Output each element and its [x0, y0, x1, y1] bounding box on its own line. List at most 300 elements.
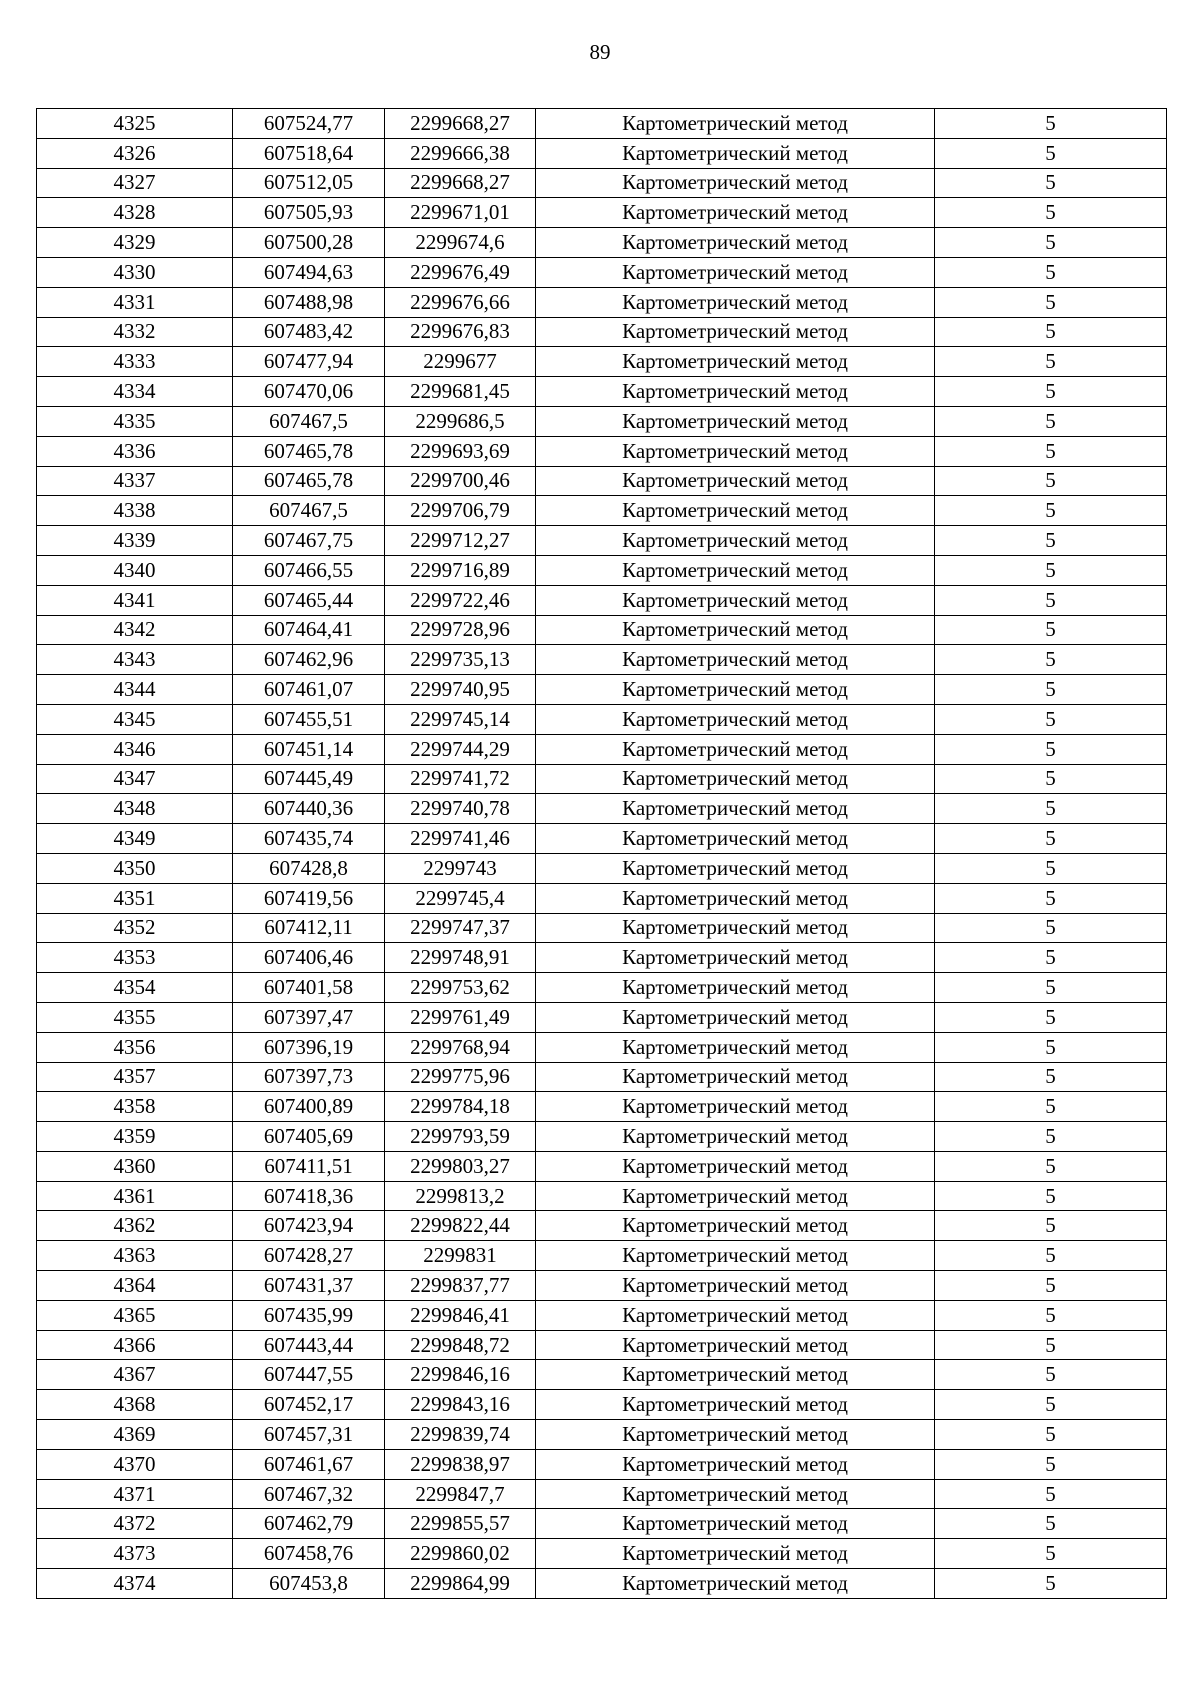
- table-row: [37, 1330, 1167, 1360]
- table-row: [37, 1479, 1167, 1509]
- y-coordinate-cell: 2299740,78: [385, 794, 536, 824]
- coordinates-table: [36, 108, 1167, 1599]
- accuracy-cell: 5: [935, 1122, 1167, 1152]
- table-row: [37, 1449, 1167, 1479]
- point-number-cell: 4367: [37, 1360, 233, 1390]
- method-cell: Картометрический метод: [536, 1271, 935, 1301]
- table-row: [37, 1002, 1167, 1032]
- table-row: [37, 1241, 1167, 1271]
- x-coordinate-cell: 607458,76: [233, 1539, 385, 1569]
- accuracy-cell: 5: [935, 1151, 1167, 1181]
- y-coordinate-cell: 2299761,49: [385, 1002, 536, 1032]
- x-coordinate-cell: 607488,98: [233, 287, 385, 317]
- y-coordinate-cell: 2299860,02: [385, 1539, 536, 1569]
- point-number-cell: 4346: [37, 734, 233, 764]
- point-number-cell: 4356: [37, 1032, 233, 1062]
- y-coordinate-cell: 2299741,46: [385, 824, 536, 854]
- x-coordinate-cell: 607505,93: [233, 198, 385, 228]
- table-row: [37, 913, 1167, 943]
- x-coordinate-cell: 607467,5: [233, 496, 385, 526]
- table-row: [37, 645, 1167, 675]
- accuracy-cell: 5: [935, 645, 1167, 675]
- x-coordinate-cell: 607453,8: [233, 1569, 385, 1599]
- point-number-cell: 4372: [37, 1509, 233, 1539]
- table-row: [37, 1032, 1167, 1062]
- accuracy-cell: 5: [935, 704, 1167, 734]
- method-cell: Картометрический метод: [536, 585, 935, 615]
- method-cell: Картометрический метод: [536, 406, 935, 436]
- table-row: [37, 943, 1167, 973]
- method-cell: Картометрический метод: [536, 1181, 935, 1211]
- table-row: [37, 1569, 1167, 1599]
- y-coordinate-cell: 2299813,2: [385, 1181, 536, 1211]
- coordinates-table-body: [37, 109, 1167, 1599]
- point-number-cell: 4374: [37, 1569, 233, 1599]
- method-cell: Картометрический метод: [536, 883, 935, 913]
- x-coordinate-cell: 607440,36: [233, 794, 385, 824]
- accuracy-cell: 5: [935, 764, 1167, 794]
- table-row: [37, 287, 1167, 317]
- y-coordinate-cell: 2299753,62: [385, 973, 536, 1003]
- point-number-cell: 4342: [37, 615, 233, 645]
- accuracy-cell: 5: [935, 1479, 1167, 1509]
- accuracy-cell: 5: [935, 675, 1167, 705]
- accuracy-cell: 5: [935, 794, 1167, 824]
- method-cell: Картометрический метод: [536, 347, 935, 377]
- table-row: [37, 585, 1167, 615]
- table-row: [37, 1390, 1167, 1420]
- y-coordinate-cell: 2299855,57: [385, 1509, 536, 1539]
- x-coordinate-cell: 607435,74: [233, 824, 385, 854]
- table-row: [37, 1211, 1167, 1241]
- method-cell: Картометрический метод: [536, 1300, 935, 1330]
- x-coordinate-cell: 607518,64: [233, 138, 385, 168]
- y-coordinate-cell: 2299741,72: [385, 764, 536, 794]
- table-row: [37, 555, 1167, 585]
- table-row: [37, 883, 1167, 913]
- accuracy-cell: 5: [935, 1539, 1167, 1569]
- table-row: [37, 228, 1167, 258]
- method-cell: Картометрический метод: [536, 1360, 935, 1390]
- y-coordinate-cell: 2299740,95: [385, 675, 536, 705]
- y-coordinate-cell: 2299706,79: [385, 496, 536, 526]
- x-coordinate-cell: 607465,78: [233, 466, 385, 496]
- x-coordinate-cell: 607418,36: [233, 1181, 385, 1211]
- accuracy-cell: 5: [935, 1002, 1167, 1032]
- point-number-cell: 4358: [37, 1092, 233, 1122]
- table-row: [37, 1092, 1167, 1122]
- accuracy-cell: 5: [935, 466, 1167, 496]
- y-coordinate-cell: 2299847,7: [385, 1479, 536, 1509]
- table-row: [37, 1300, 1167, 1330]
- accuracy-cell: 5: [935, 1211, 1167, 1241]
- y-coordinate-cell: 2299686,5: [385, 406, 536, 436]
- y-coordinate-cell: 2299848,72: [385, 1330, 536, 1360]
- method-cell: Картометрический метод: [536, 1569, 935, 1599]
- x-coordinate-cell: 607524,77: [233, 109, 385, 139]
- y-coordinate-cell: 2299700,46: [385, 466, 536, 496]
- x-coordinate-cell: 607406,46: [233, 943, 385, 973]
- accuracy-cell: 5: [935, 1330, 1167, 1360]
- table-row: [37, 675, 1167, 705]
- method-cell: Картометрический метод: [536, 436, 935, 466]
- accuracy-cell: 5: [935, 883, 1167, 913]
- point-number-cell: 4360: [37, 1151, 233, 1181]
- accuracy-cell: 5: [935, 585, 1167, 615]
- y-coordinate-cell: 2299681,45: [385, 377, 536, 407]
- method-cell: Картометрический метод: [536, 168, 935, 198]
- table-row: [37, 347, 1167, 377]
- point-number-cell: 4349: [37, 824, 233, 854]
- x-coordinate-cell: 607462,79: [233, 1509, 385, 1539]
- method-cell: Картометрический метод: [536, 1122, 935, 1152]
- table-row: [37, 1539, 1167, 1569]
- table-row: [37, 466, 1167, 496]
- method-cell: Картометрический метод: [536, 138, 935, 168]
- x-coordinate-cell: 607465,44: [233, 585, 385, 615]
- x-coordinate-cell: 607411,51: [233, 1151, 385, 1181]
- accuracy-cell: 5: [935, 1062, 1167, 1092]
- x-coordinate-cell: 607494,63: [233, 257, 385, 287]
- method-cell: Картометрический метод: [536, 1151, 935, 1181]
- y-coordinate-cell: 2299668,27: [385, 109, 536, 139]
- x-coordinate-cell: 607467,75: [233, 526, 385, 556]
- method-cell: Картометрический метод: [536, 1420, 935, 1450]
- x-coordinate-cell: 607435,99: [233, 1300, 385, 1330]
- method-cell: Картометрический метод: [536, 287, 935, 317]
- table-row: [37, 1062, 1167, 1092]
- x-coordinate-cell: 607428,27: [233, 1241, 385, 1271]
- method-cell: Картометрический метод: [536, 1211, 935, 1241]
- accuracy-cell: 5: [935, 943, 1167, 973]
- point-number-cell: 4370: [37, 1449, 233, 1479]
- accuracy-cell: 5: [935, 377, 1167, 407]
- accuracy-cell: 5: [935, 228, 1167, 258]
- method-cell: Картометрический метод: [536, 794, 935, 824]
- point-number-cell: 4328: [37, 198, 233, 228]
- point-number-cell: 4344: [37, 675, 233, 705]
- method-cell: Картометрический метод: [536, 734, 935, 764]
- table-row: [37, 436, 1167, 466]
- point-number-cell: 4331: [37, 287, 233, 317]
- point-number-cell: 4373: [37, 1539, 233, 1569]
- x-coordinate-cell: 607467,5: [233, 406, 385, 436]
- method-cell: Картометрический метод: [536, 615, 935, 645]
- table-row: [37, 1420, 1167, 1450]
- accuracy-cell: 5: [935, 1420, 1167, 1450]
- x-coordinate-cell: 607423,94: [233, 1211, 385, 1241]
- method-cell: Картометрический метод: [536, 1539, 935, 1569]
- accuracy-cell: 5: [935, 1092, 1167, 1122]
- method-cell: Картометрический метод: [536, 1241, 935, 1271]
- y-coordinate-cell: 2299728,96: [385, 615, 536, 645]
- point-number-cell: 4371: [37, 1479, 233, 1509]
- table-row: [37, 138, 1167, 168]
- x-coordinate-cell: 607397,73: [233, 1062, 385, 1092]
- y-coordinate-cell: 2299775,96: [385, 1062, 536, 1092]
- table-row: [37, 973, 1167, 1003]
- table-row: [37, 853, 1167, 883]
- x-coordinate-cell: 607483,42: [233, 317, 385, 347]
- point-number-cell: 4347: [37, 764, 233, 794]
- x-coordinate-cell: 607443,44: [233, 1330, 385, 1360]
- page-number: 89: [589, 40, 611, 64]
- y-coordinate-cell: 2299745,4: [385, 883, 536, 913]
- accuracy-cell: 5: [935, 824, 1167, 854]
- x-coordinate-cell: 607467,32: [233, 1479, 385, 1509]
- method-cell: Картометрический метод: [536, 704, 935, 734]
- x-coordinate-cell: 607512,05: [233, 168, 385, 198]
- accuracy-cell: 5: [935, 1300, 1167, 1330]
- method-cell: Картометрический метод: [536, 198, 935, 228]
- y-coordinate-cell: 2299864,99: [385, 1569, 536, 1599]
- y-coordinate-cell: 2299743: [385, 853, 536, 883]
- accuracy-cell: 5: [935, 1360, 1167, 1390]
- table-row: [37, 257, 1167, 287]
- point-number-cell: 4348: [37, 794, 233, 824]
- x-coordinate-cell: 607461,07: [233, 675, 385, 705]
- point-number-cell: 4330: [37, 257, 233, 287]
- table-row: [37, 109, 1167, 139]
- point-number-cell: 4353: [37, 943, 233, 973]
- accuracy-cell: 5: [935, 406, 1167, 436]
- x-coordinate-cell: 607500,28: [233, 228, 385, 258]
- method-cell: Картометрический метод: [536, 1032, 935, 1062]
- x-coordinate-cell: 607465,78: [233, 436, 385, 466]
- x-coordinate-cell: 607455,51: [233, 704, 385, 734]
- point-number-cell: 4362: [37, 1211, 233, 1241]
- accuracy-cell: 5: [935, 1509, 1167, 1539]
- accuracy-cell: 5: [935, 734, 1167, 764]
- method-cell: Картометрический метод: [536, 1330, 935, 1360]
- accuracy-cell: 5: [935, 1569, 1167, 1599]
- x-coordinate-cell: 607466,55: [233, 555, 385, 585]
- point-number-cell: 4351: [37, 883, 233, 913]
- y-coordinate-cell: 2299676,49: [385, 257, 536, 287]
- x-coordinate-cell: 607396,19: [233, 1032, 385, 1062]
- table-row: [37, 1509, 1167, 1539]
- method-cell: Картометрический метод: [536, 377, 935, 407]
- x-coordinate-cell: 607461,67: [233, 1449, 385, 1479]
- x-coordinate-cell: 607462,96: [233, 645, 385, 675]
- method-cell: Картометрический метод: [536, 1002, 935, 1032]
- y-coordinate-cell: 2299846,41: [385, 1300, 536, 1330]
- y-coordinate-cell: 2299793,59: [385, 1122, 536, 1152]
- point-number-cell: 4325: [37, 109, 233, 139]
- x-coordinate-cell: 607401,58: [233, 973, 385, 1003]
- table-row: [37, 1360, 1167, 1390]
- x-coordinate-cell: 607419,56: [233, 883, 385, 913]
- table-row: [37, 1122, 1167, 1152]
- accuracy-cell: 5: [935, 853, 1167, 883]
- table-row: [37, 168, 1167, 198]
- y-coordinate-cell: 2299735,13: [385, 645, 536, 675]
- point-number-cell: 4350: [37, 853, 233, 883]
- point-number-cell: 4338: [37, 496, 233, 526]
- accuracy-cell: 5: [935, 1271, 1167, 1301]
- method-cell: Картометрический метод: [536, 973, 935, 1003]
- point-number-cell: 4336: [37, 436, 233, 466]
- accuracy-cell: 5: [935, 168, 1167, 198]
- point-number-cell: 4332: [37, 317, 233, 347]
- table-row: [37, 406, 1167, 436]
- y-coordinate-cell: 2299748,91: [385, 943, 536, 973]
- x-coordinate-cell: 607452,17: [233, 1390, 385, 1420]
- point-number-cell: 4364: [37, 1271, 233, 1301]
- point-number-cell: 4333: [37, 347, 233, 377]
- x-coordinate-cell: 607470,06: [233, 377, 385, 407]
- method-cell: Картометрический метод: [536, 228, 935, 258]
- table-row: [37, 1151, 1167, 1181]
- y-coordinate-cell: 2299712,27: [385, 526, 536, 556]
- accuracy-cell: 5: [935, 138, 1167, 168]
- accuracy-cell: 5: [935, 287, 1167, 317]
- x-coordinate-cell: 607397,47: [233, 1002, 385, 1032]
- y-coordinate-cell: 2299822,44: [385, 1211, 536, 1241]
- accuracy-cell: 5: [935, 1032, 1167, 1062]
- accuracy-cell: 5: [935, 1181, 1167, 1211]
- accuracy-cell: 5: [935, 973, 1167, 1003]
- method-cell: Картометрический метод: [536, 1449, 935, 1479]
- y-coordinate-cell: 2299846,16: [385, 1360, 536, 1390]
- y-coordinate-cell: 2299676,66: [385, 287, 536, 317]
- table-row: [37, 526, 1167, 556]
- method-cell: Картометрический метод: [536, 675, 935, 705]
- table-row: [37, 496, 1167, 526]
- y-coordinate-cell: 2299768,94: [385, 1032, 536, 1062]
- y-coordinate-cell: 2299722,46: [385, 585, 536, 615]
- table-row: [37, 704, 1167, 734]
- x-coordinate-cell: 607431,37: [233, 1271, 385, 1301]
- x-coordinate-cell: 607405,69: [233, 1122, 385, 1152]
- point-number-cell: 4337: [37, 466, 233, 496]
- accuracy-cell: 5: [935, 496, 1167, 526]
- accuracy-cell: 5: [935, 257, 1167, 287]
- y-coordinate-cell: 2299674,6: [385, 228, 536, 258]
- point-number-cell: 4357: [37, 1062, 233, 1092]
- method-cell: Картометрический метод: [536, 257, 935, 287]
- x-coordinate-cell: 607457,31: [233, 1420, 385, 1450]
- table-row: [37, 198, 1167, 228]
- accuracy-cell: 5: [935, 615, 1167, 645]
- method-cell: Картометрический метод: [536, 1092, 935, 1122]
- table-row: [37, 317, 1167, 347]
- method-cell: Картометрический метод: [536, 1390, 935, 1420]
- method-cell: Картометрический метод: [536, 109, 935, 139]
- table-row: [37, 1181, 1167, 1211]
- point-number-cell: 4355: [37, 1002, 233, 1032]
- y-coordinate-cell: 2299716,89: [385, 555, 536, 585]
- table-row: [37, 615, 1167, 645]
- method-cell: Картометрический метод: [536, 466, 935, 496]
- y-coordinate-cell: 2299838,97: [385, 1449, 536, 1479]
- point-number-cell: 4340: [37, 555, 233, 585]
- y-coordinate-cell: 2299666,38: [385, 138, 536, 168]
- method-cell: Картометрический метод: [536, 526, 935, 556]
- y-coordinate-cell: 2299668,27: [385, 168, 536, 198]
- x-coordinate-cell: 607447,55: [233, 1360, 385, 1390]
- method-cell: Картометрический метод: [536, 1479, 935, 1509]
- point-number-cell: 4339: [37, 526, 233, 556]
- y-coordinate-cell: 2299843,16: [385, 1390, 536, 1420]
- accuracy-cell: 5: [935, 526, 1167, 556]
- point-number-cell: 4352: [37, 913, 233, 943]
- table-row: [37, 377, 1167, 407]
- x-coordinate-cell: 607412,11: [233, 913, 385, 943]
- x-coordinate-cell: 607477,94: [233, 347, 385, 377]
- method-cell: Картометрический метод: [536, 764, 935, 794]
- y-coordinate-cell: 2299803,27: [385, 1151, 536, 1181]
- y-coordinate-cell: 2299837,77: [385, 1271, 536, 1301]
- point-number-cell: 4329: [37, 228, 233, 258]
- point-number-cell: 4368: [37, 1390, 233, 1420]
- point-number-cell: 4345: [37, 704, 233, 734]
- method-cell: Картометрический метод: [536, 1509, 935, 1539]
- x-coordinate-cell: 607464,41: [233, 615, 385, 645]
- accuracy-cell: 5: [935, 1449, 1167, 1479]
- table-row: [37, 824, 1167, 854]
- point-number-cell: 4343: [37, 645, 233, 675]
- method-cell: Картометрический метод: [536, 853, 935, 883]
- y-coordinate-cell: 2299784,18: [385, 1092, 536, 1122]
- y-coordinate-cell: 2299676,83: [385, 317, 536, 347]
- point-number-cell: 4335: [37, 406, 233, 436]
- accuracy-cell: 5: [935, 198, 1167, 228]
- y-coordinate-cell: 2299839,74: [385, 1420, 536, 1450]
- method-cell: Картометрический метод: [536, 555, 935, 585]
- accuracy-cell: 5: [935, 913, 1167, 943]
- table-row: [37, 1271, 1167, 1301]
- y-coordinate-cell: 2299831: [385, 1241, 536, 1271]
- accuracy-cell: 5: [935, 1390, 1167, 1420]
- accuracy-cell: 5: [935, 109, 1167, 139]
- point-number-cell: 4369: [37, 1420, 233, 1450]
- point-number-cell: 4359: [37, 1122, 233, 1152]
- point-number-cell: 4361: [37, 1181, 233, 1211]
- method-cell: Картометрический метод: [536, 824, 935, 854]
- x-coordinate-cell: 607428,8: [233, 853, 385, 883]
- point-number-cell: 4326: [37, 138, 233, 168]
- x-coordinate-cell: 607400,89: [233, 1092, 385, 1122]
- point-number-cell: 4354: [37, 973, 233, 1003]
- y-coordinate-cell: 2299671,01: [385, 198, 536, 228]
- table-row: [37, 734, 1167, 764]
- y-coordinate-cell: 2299744,29: [385, 734, 536, 764]
- point-number-cell: 4341: [37, 585, 233, 615]
- point-number-cell: 4366: [37, 1330, 233, 1360]
- x-coordinate-cell: 607445,49: [233, 764, 385, 794]
- point-number-cell: 4327: [37, 168, 233, 198]
- accuracy-cell: 5: [935, 317, 1167, 347]
- x-coordinate-cell: 607451,14: [233, 734, 385, 764]
- method-cell: Картометрический метод: [536, 913, 935, 943]
- method-cell: Картометрический метод: [536, 645, 935, 675]
- table-row: [37, 794, 1167, 824]
- accuracy-cell: 5: [935, 436, 1167, 466]
- point-number-cell: 4334: [37, 377, 233, 407]
- method-cell: Картометрический метод: [536, 317, 935, 347]
- y-coordinate-cell: 2299747,37: [385, 913, 536, 943]
- method-cell: Картометрический метод: [536, 496, 935, 526]
- y-coordinate-cell: 2299745,14: [385, 704, 536, 734]
- method-cell: Картометрический метод: [536, 943, 935, 973]
- accuracy-cell: 5: [935, 1241, 1167, 1271]
- point-number-cell: 4363: [37, 1241, 233, 1271]
- accuracy-cell: 5: [935, 347, 1167, 377]
- accuracy-cell: 5: [935, 555, 1167, 585]
- method-cell: Картометрический метод: [536, 1062, 935, 1092]
- y-coordinate-cell: 2299693,69: [385, 436, 536, 466]
